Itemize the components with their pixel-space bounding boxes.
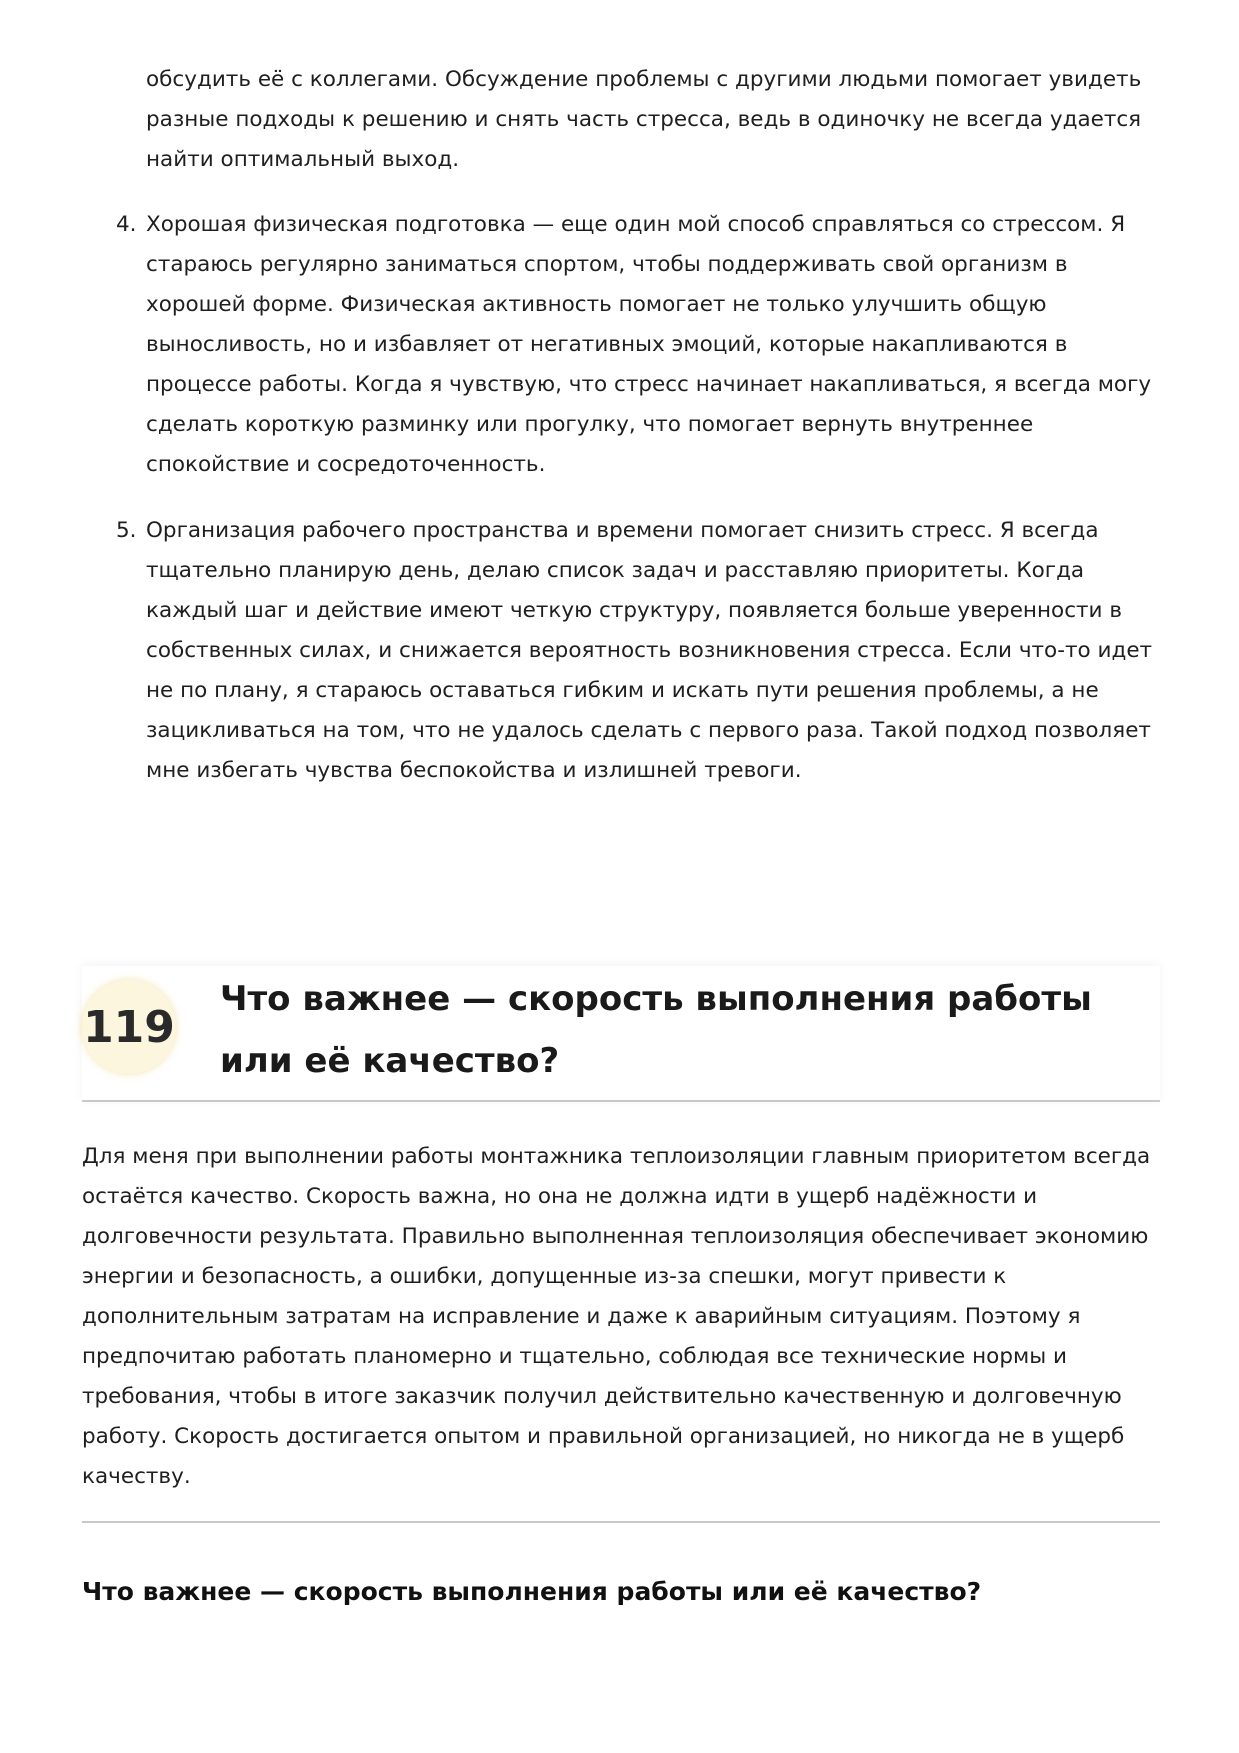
next-question-title: Что важнее — скорость выполнения работы или её качество? [82,1577,982,1606]
list-item-text: Организация рабочего пространства и времени помогает снизить стресс. Я всегда тщательно планирую день, делаю список задач и расставляю приоритеты. Когда каждый шаг и действие имеют четкую структуру, появляется больше уверенности в собственных силах, и снижается вероятность возникновения стресса. Если что-то идет не по плану, я стараюсь оставаться гибким и искать пути решения проблемы, а не зацикливаться на том, что не удалось сделать с первого раза. Такой подход позволяет мне избегать чувства беспокойства и излишней тревоги. [146,518,1153,783]
question-number-badge: 119 [82,980,176,1074]
list-item [116,205,1156,485]
list-item-number: 5. [116,518,137,543]
list-item-text: Хорошая физическая подготовка — еще один мой способ справляться со стрессом. Я стараюсь регулярно заниматься спортом, чтобы поддерживать свой организм в хорошей форме. Физическая активность помогает не только улучшить общую выносливость, но и избавляет от негативных эмоций, которые накапливаются в процессе работы. Когда я чувствую, что стресс начинает накапливаться, я всегда могу сделать короткую разминку или прогулку, что помогает вернуть внутреннее спокойствие и сосредоточенность. [146,212,1152,477]
answer-text: Для меня при выполнении работы монтажника теплоизоляции главным приоритетом всегда остаётся качество. Скорость важна, но она не должна идти в ущерб надёжности и долговечности результата. Правильно выполненная теплоизоляция обеспечивает экономию энергии и безопасность, а ошибки, допущенные из-за спешки, могут привести к дополнительным затратам на исправление и даже к аварийным ситуациям. Поэтому я предпочитаю работать планомерно и тщательно, соблюдая все технические нормы и требования, чтобы в итоге заказчик получил действительно качественную и долговечную работу. Скорость достигается опытом и правильной организацией, но никогда не в ущерб качеству. [82,1144,1151,1489]
question-header [82,966,1160,1102]
list-item-number: 4. [116,212,137,237]
list-item-continuation: обсудить её с коллегами. Обсуждение проблемы с другими людьми помогает увидеть разные подходы к решению и снять часть стресса, ведь в одиночку не всегда удается найти оптимальный выход. [146,67,1142,172]
list-item [116,511,1156,791]
section-divider [82,1521,1160,1523]
numbered-list [116,205,1156,817]
question-title: Что важнее — скорость выполнения работы или её качество? [220,979,1092,1081]
